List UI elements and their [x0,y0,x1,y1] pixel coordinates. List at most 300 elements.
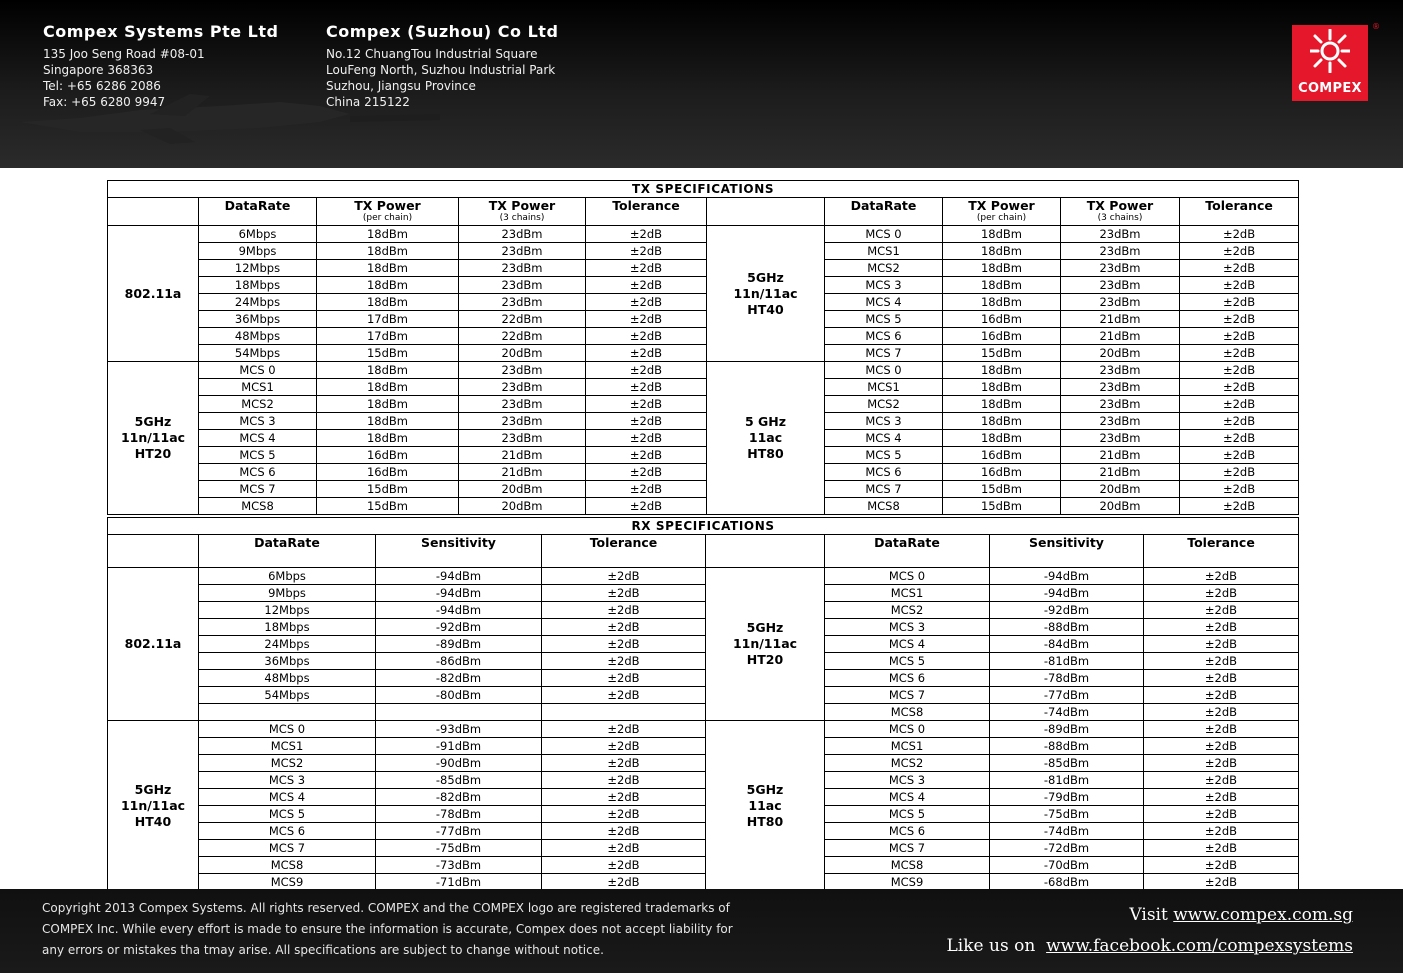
cell-sensitivity: -84dBm [990,636,1144,653]
table-row [108,362,1299,379]
cell-tolerance: ±2dB [1144,636,1299,653]
cell-datarate: MCS1 [825,379,943,396]
group-label: 5GHz 11ac HT80 [706,721,825,891]
cell-sensitivity: -94dBm [990,585,1144,602]
cell-txpower-per-chain: 16dBm [943,311,1061,328]
cell-sensitivity: -86dBm [376,653,542,670]
cell-sensitivity: -77dBm [376,823,542,840]
cell-tolerance: ±2dB [1180,362,1299,379]
cell-sensitivity: -88dBm [990,619,1144,636]
table-row [108,243,1299,260]
group-label: 5GHz 11n/11ac HT40 [707,226,825,362]
cell-txpower-3-chains: 20dBm [1061,498,1180,515]
cell-datarate: MCS8 [825,498,943,515]
cell-datarate: MCS 4 [199,789,376,806]
cell-sensitivity: -91dBm [376,738,542,755]
cell-datarate: MCS9 [825,874,990,891]
cell-txpower-3-chains: 22dBm [459,311,586,328]
table-row [108,602,1299,619]
registered-icon: ® [1372,22,1380,31]
cell-tolerance: ±2dB [586,362,707,379]
cell-txpower-3-chains: 20dBm [459,498,586,515]
col-txpower-3-chains: TX Power (3 chains) [1061,198,1180,226]
cell-datarate: 12Mbps [199,602,376,619]
cell-tolerance: ±2dB [1180,277,1299,294]
table-row [108,294,1299,311]
cell-datarate: MCS 6 [825,328,943,345]
cell-txpower-per-chain: 15dBm [317,481,459,498]
cell-tolerance: ±2dB [1144,585,1299,602]
cell-tolerance: ±2dB [1180,430,1299,447]
company-address-singapore [43,22,278,110]
cell-txpower-per-chain: 17dBm [317,311,459,328]
cell-datarate: MCS 0 [825,568,990,585]
col-tolerance: Tolerance [1144,535,1299,568]
cell-tolerance: ±2dB [542,789,706,806]
cell-sensitivity: -92dBm [376,619,542,636]
cell-txpower-per-chain: 15dBm [943,481,1061,498]
copyright-line: Copyright 2013 Compex Systems. All rights reserved. COMPEX and the COMPEX logo are registered trademarks of [42,901,730,915]
cell-txpower-3-chains: 23dBm [1061,379,1180,396]
copyright-notice [42,898,762,961]
cell-tolerance: ±2dB [1180,345,1299,362]
cell-sensitivity: -92dBm [990,602,1144,619]
cell-datarate: 48Mbps [199,328,317,345]
cell-tolerance: ±2dB [586,430,707,447]
cell-txpower-per-chain: 18dBm [943,260,1061,277]
cell-txpower-3-chains: 23dBm [1061,277,1180,294]
cell-sensitivity: -94dBm [376,568,542,585]
cell-tolerance: ±2dB [1180,447,1299,464]
table-row [108,328,1299,345]
col-datarate: DataRate [199,535,376,568]
cell-datarate: MCS 0 [199,721,376,738]
cell-txpower-3-chains: 23dBm [1061,413,1180,430]
address-line: Suzhou, Jiangsu Province [326,79,476,93]
cell-tolerance: ±2dB [542,874,706,891]
cell-txpower-per-chain: 16dBm [943,464,1061,481]
table-row [108,226,1299,243]
rx-specifications-table [107,517,1299,891]
cell-txpower-3-chains: 21dBm [1061,464,1180,481]
cell-tolerance: ±2dB [586,498,707,515]
cell-tolerance: ±2dB [1180,498,1299,515]
cell-txpower-per-chain: 18dBm [943,226,1061,243]
cell-txpower-per-chain: 18dBm [317,294,459,311]
cell-sensitivity: -72dBm [990,840,1144,857]
cell-sensitivity: -74dBm [990,704,1144,721]
cell-txpower-3-chains: 23dBm [459,430,586,447]
table-row [108,619,1299,636]
cell-datarate: MCS1 [825,585,990,602]
cell-sensitivity: -68dBm [990,874,1144,891]
sunburst-icon [1310,29,1350,73]
table-row [108,585,1299,602]
cell-datarate: 36Mbps [199,653,376,670]
cell-datarate: 9Mbps [199,585,376,602]
table-row [108,430,1299,447]
col-sensitivity: Sensitivity [990,535,1144,568]
cell-datarate: MCS8 [825,704,990,721]
cell-txpower-per-chain: 18dBm [943,430,1061,447]
cell-datarate: 18Mbps [199,619,376,636]
cell-tolerance: ±2dB [542,619,706,636]
cell-txpower-per-chain: 15dBm [943,498,1061,515]
cell-txpower-per-chain: 18dBm [943,277,1061,294]
page-footer [0,889,1403,973]
group-label: 5GHz 11n/11ac HT20 [706,568,825,721]
table-row [108,840,1299,857]
cell-datarate: 54Mbps [199,345,317,362]
cell-tolerance: ±2dB [586,243,707,260]
cell-tolerance: ±2dB [586,413,707,430]
cell-txpower-per-chain: 18dBm [943,362,1061,379]
cell-datarate: 24Mbps [199,636,376,653]
cell-txpower-per-chain: 18dBm [317,243,459,260]
group-label: 802.11a [108,568,199,721]
cell-datarate: MCS8 [199,498,317,515]
cell-tolerance: ±2dB [542,772,706,789]
table-row [108,670,1299,687]
table-row [108,396,1299,413]
cell-tolerance: ±2dB [1144,704,1299,721]
cell-tolerance: ±2dB [586,464,707,481]
table-row [108,568,1299,585]
cell-tolerance: ±2dB [542,653,706,670]
cell-sensitivity: -81dBm [990,772,1144,789]
cell-txpower-3-chains: 23dBm [459,379,586,396]
cell-tolerance [542,704,706,721]
cell-txpower-3-chains: 23dBm [459,413,586,430]
cell-datarate: MCS 7 [199,481,317,498]
cell-tolerance: ±2dB [1144,755,1299,772]
tx-title: TX SPECIFICATIONS [108,181,1299,198]
table-row [108,311,1299,328]
cell-txpower-per-chain: 18dBm [317,260,459,277]
cell-datarate: MCS 6 [199,823,376,840]
cell-datarate: 24Mbps [199,294,317,311]
cell-tolerance: ±2dB [586,447,707,464]
cell-tolerance: ±2dB [1180,379,1299,396]
cell-txpower-3-chains: 23dBm [459,243,586,260]
cell-tolerance: ±2dB [1144,874,1299,891]
cell-datarate: MCS1 [825,243,943,260]
cell-txpower-3-chains: 23dBm [459,362,586,379]
facebook-promo [947,936,1353,956]
col-txpower-per-chain: TX Power (per chain) [317,198,459,226]
table-row [108,653,1299,670]
col-txpower-per-chain: TX Power (per chain) [943,198,1061,226]
cell-datarate: MCS 3 [825,772,990,789]
website-link[interactable]: www.compex.com.sg [1173,905,1353,925]
cell-tolerance: ±2dB [542,670,706,687]
cell-tolerance: ±2dB [542,755,706,772]
cell-datarate: MCS 3 [825,413,943,430]
cell-txpower-per-chain: 15dBm [317,498,459,515]
cell-txpower-per-chain: 18dBm [317,379,459,396]
cell-tolerance: ±2dB [586,294,707,311]
company-name: Compex (Suzhou) Co Ltd [326,22,559,41]
cell-tolerance: ±2dB [542,636,706,653]
cell-datarate: 54Mbps [199,687,376,704]
cell-tolerance: ±2dB [1144,721,1299,738]
cell-datarate: MCS 5 [825,806,990,823]
group-label: 5 GHz 11ac HT80 [707,362,825,515]
cell-sensitivity: -81dBm [990,653,1144,670]
cell-tolerance: ±2dB [1180,464,1299,481]
cell-tolerance: ±2dB [1180,226,1299,243]
cell-tolerance: ±2dB [1144,823,1299,840]
cell-tolerance: ±2dB [586,226,707,243]
cell-tolerance: ±2dB [542,823,706,840]
cell-tolerance: ±2dB [586,277,707,294]
col-tolerance: Tolerance [586,198,707,226]
cell-txpower-3-chains: 23dBm [1061,430,1180,447]
table-row [108,721,1299,738]
cell-txpower-per-chain: 18dBm [317,226,459,243]
cell-sensitivity: -85dBm [990,755,1144,772]
cell-txpower-per-chain: 17dBm [317,328,459,345]
facebook-link[interactable]: www.facebook.com/compexsystems [1046,936,1353,956]
cell-sensitivity: -75dBm [376,840,542,857]
copyright-line: COMPEX Inc. While every effort is made to ensure the information is accurate, Compex does not accept liability for [42,922,733,936]
company-address-suzhou [326,22,558,110]
logo-text: COMPEX [1298,81,1362,96]
cell-txpower-3-chains: 23dBm [1061,243,1180,260]
address-line: LouFeng North, Suzhou Industrial Park [326,63,556,77]
tx-specifications-table [107,180,1299,515]
cell-tolerance: ±2dB [586,379,707,396]
cell-datarate: MCS 5 [199,806,376,823]
cell-datarate: MCS2 [825,755,990,772]
cell-sensitivity: -82dBm [376,789,542,806]
table-row [108,687,1299,704]
cell-tolerance: ±2dB [1180,243,1299,260]
cell-sensitivity: -88dBm [990,738,1144,755]
cell-txpower-3-chains: 20dBm [1061,345,1180,362]
cell-sensitivity: -85dBm [376,772,542,789]
col-tolerance: Tolerance [542,535,706,568]
cell-tolerance: ±2dB [1180,311,1299,328]
group-label: 802.11a [108,226,199,362]
cell-txpower-per-chain: 18dBm [943,243,1061,260]
cell-txpower-3-chains: 23dBm [1061,362,1180,379]
col-sensitivity: Sensitivity [376,535,542,568]
cell-datarate: MCS 7 [825,687,990,704]
cell-datarate: MCS 5 [199,447,317,464]
cell-datarate: 12Mbps [199,260,317,277]
cell-sensitivity: -90dBm [376,755,542,772]
cell-tolerance: ±2dB [1180,396,1299,413]
cell-datarate: MCS 0 [825,721,990,738]
table-row [108,738,1299,755]
cell-datarate: MCS 6 [199,464,317,481]
cell-datarate: MCS 0 [825,226,943,243]
cell-txpower-3-chains: 23dBm [459,396,586,413]
cell-txpower-per-chain: 18dBm [943,413,1061,430]
cell-tolerance: ±2dB [1180,413,1299,430]
cell-datarate: MCS2 [825,260,943,277]
cell-tolerance: ±2dB [1144,653,1299,670]
cell-tolerance: ±2dB [542,806,706,823]
cell-datarate: MCS 7 [825,840,990,857]
fax-line: Fax: +65 6280 9947 [43,95,166,109]
cell-datarate: MCS 4 [825,430,943,447]
cell-datarate: MCS 6 [825,823,990,840]
cell-txpower-per-chain: 18dBm [317,362,459,379]
cell-txpower-3-chains: 20dBm [1061,481,1180,498]
cell-txpower-3-chains: 20dBm [459,345,586,362]
cell-datarate: MCS 3 [199,772,376,789]
cell-tolerance: ±2dB [542,568,706,585]
col-tolerance: Tolerance [1180,198,1299,226]
cell-datarate: MCS2 [199,755,376,772]
cell-txpower-per-chain: 16dBm [317,464,459,481]
cell-txpower-3-chains: 23dBm [459,294,586,311]
cell-txpower-3-chains: 23dBm [1061,260,1180,277]
cell-sensitivity: -75dBm [990,806,1144,823]
cell-txpower-3-chains: 21dBm [1061,311,1180,328]
cell-tolerance: ±2dB [1180,294,1299,311]
cell-datarate: MCS 4 [825,294,943,311]
cell-sensitivity: -78dBm [376,806,542,823]
table-row [108,379,1299,396]
page-header [0,0,1403,168]
address-line: Singapore 368363 [43,63,154,77]
address-line: No.12 ChuangTou Industrial Square [326,47,538,61]
cell-datarate: MCS8 [199,857,376,874]
cell-txpower-per-chain: 18dBm [317,413,459,430]
group-label: 5GHz 11n/11ac HT40 [108,721,199,891]
col-datarate: DataRate [199,198,317,226]
cell-tolerance: ±2dB [1180,328,1299,345]
cell-sensitivity: -78dBm [990,670,1144,687]
cell-datarate: 6Mbps [199,568,376,585]
cell-datarate: MCS 7 [825,345,943,362]
cell-txpower-per-chain: 18dBm [943,379,1061,396]
cell-datarate: 18Mbps [199,277,317,294]
cell-txpower-per-chain: 18dBm [317,430,459,447]
cell-datarate: MCS 4 [825,636,990,653]
cell-tolerance: ±2dB [1144,789,1299,806]
cell-tolerance: ±2dB [542,585,706,602]
table-row [108,704,1299,721]
table-row [108,772,1299,789]
col-txpower-3-chains: TX Power (3 chains) [459,198,586,226]
cell-datarate: MCS2 [825,602,990,619]
cell-tolerance: ±2dB [1144,602,1299,619]
cell-txpower-per-chain: 18dBm [317,277,459,294]
copyright-line: any errors or mistakes tha tmay arise. All specifications are subject to change without notice. [42,943,604,957]
cell-tolerance: ±2dB [586,311,707,328]
cell-tolerance: ±2dB [1144,738,1299,755]
address-line: 135 Joo Seng Road #08-01 [43,47,205,61]
cell-txpower-per-chain: 18dBm [317,396,459,413]
company-name: Compex Systems Pte Ltd [43,22,279,41]
table-row [108,874,1299,891]
cell-datarate: MCS1 [199,738,376,755]
cell-datarate: MCS 3 [825,277,943,294]
rx-title: RX SPECIFICATIONS [108,518,1299,535]
cell-sensitivity: -94dBm [376,585,542,602]
cell-sensitivity [376,704,542,721]
cell-datarate: 9Mbps [199,243,317,260]
cell-txpower-per-chain: 18dBm [943,396,1061,413]
cell-sensitivity: -89dBm [376,636,542,653]
table-row [108,447,1299,464]
table-row [108,636,1299,653]
header-blank [707,198,825,226]
phone-line: Tel: +65 6286 2086 [43,79,161,93]
cell-datarate: MCS9 [199,874,376,891]
cell-sensitivity: -71dBm [376,874,542,891]
cell-txpower-3-chains: 23dBm [459,277,586,294]
cell-datarate: MCS 6 [825,464,943,481]
cell-datarate: MCS 0 [199,362,317,379]
cell-sensitivity: -82dBm [376,670,542,687]
table-row [108,345,1299,362]
cell-tolerance: ±2dB [1144,670,1299,687]
cell-txpower-3-chains: 21dBm [1061,447,1180,464]
table-row [108,498,1299,515]
header-blank [706,535,825,568]
address-line: China 215122 [326,95,410,109]
cell-datarate: MCS 5 [825,653,990,670]
table-row [108,464,1299,481]
cell-datarate: MCS 7 [199,840,376,857]
cell-tolerance: ±2dB [1144,840,1299,857]
cell-sensitivity: -80dBm [376,687,542,704]
cell-txpower-3-chains: 22dBm [459,328,586,345]
compex-logo [1292,25,1368,101]
cell-datarate: MCS8 [825,857,990,874]
cell-txpower-3-chains: 23dBm [1061,226,1180,243]
cell-datarate [199,704,376,721]
cell-txpower-3-chains: 23dBm [1061,294,1180,311]
cell-datarate: 6Mbps [199,226,317,243]
cell-datarate: MCS 6 [825,670,990,687]
cell-datarate: 36Mbps [199,311,317,328]
cell-sensitivity: -70dBm [990,857,1144,874]
group-label: 5GHz 11n/11ac HT20 [108,362,199,515]
table-row [108,806,1299,823]
cell-txpower-3-chains: 21dBm [1061,328,1180,345]
cell-datarate: MCS 4 [825,789,990,806]
cell-tolerance: ±2dB [542,687,706,704]
cell-datarate: MCS 3 [199,413,317,430]
cell-tolerance: ±2dB [1144,772,1299,789]
cell-txpower-3-chains: 23dBm [459,226,586,243]
cell-sensitivity: -89dBm [990,721,1144,738]
cell-tolerance: ±2dB [542,602,706,619]
visit-website [1129,905,1353,925]
cell-tolerance: ±2dB [1144,619,1299,636]
cell-datarate: MCS2 [199,396,317,413]
cell-datarate: MCS 3 [825,619,990,636]
cell-tolerance: ±2dB [542,840,706,857]
cell-txpower-per-chain: 15dBm [317,345,459,362]
header-blank [108,198,199,226]
cell-tolerance: ±2dB [1144,687,1299,704]
cell-sensitivity: -74dBm [990,823,1144,840]
cell-tolerance: ±2dB [542,738,706,755]
table-row [108,481,1299,498]
cell-tolerance: ±2dB [586,328,707,345]
cell-datarate: MCS1 [199,379,317,396]
cell-txpower-3-chains: 21dBm [459,464,586,481]
cell-txpower-per-chain: 16dBm [943,447,1061,464]
cell-sensitivity: -73dBm [376,857,542,874]
